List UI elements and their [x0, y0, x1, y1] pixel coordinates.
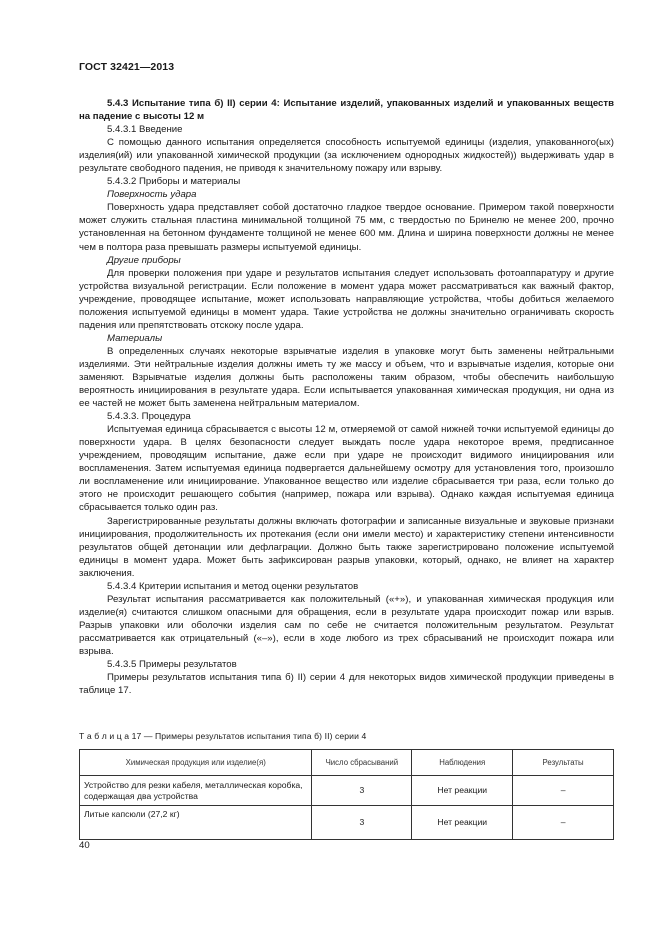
page-number: 40: [79, 840, 90, 851]
italic-subheading: Другие приборы: [107, 254, 181, 266]
cell-observations: Нет реакции: [412, 806, 513, 840]
subsection-heading: 5.4.3.2 Приборы и материалы: [107, 176, 241, 188]
subsection-heading: 5.4.3.5 Примеры результатов: [107, 659, 237, 671]
italic-subheading: Поверхность удара: [107, 189, 197, 201]
paragraph: Результат испытания рассматривается как положительный («+»), и упакованная химическая продукция или изделие(я) считаются слишком опасными для обращения, если в результате удара происходит пожар или взрыв. Разрыв упаковки или оболочки изделия сам по себе не считается положительным результатом. Результат рассматривается как отрицательный («–»), если в ходе любого из трех сбрасываний не происходит пожара или взрыва.: [79, 593, 614, 657]
paragraph: С помощью данного испытания определяется способность испытуемой единицы (изделия, упакованного(ых) изделия(ий) или упакованной химической продукции (за исключением однородных жидкостей)) выдерживать удар в результате свободного падения, не приводя к значительному пожару или взрыву.: [79, 137, 614, 175]
paragraph: Поверхность удара представляет собой достаточно гладкое твердое основание. Примером такой поверхности может служить стальная пластина минимальной толщиной 75 мм, с твердостью по Бринелю не менее 200, прочно установленная на бетонном фундаменте толщиной не менее 600 мм. Длина и ширина поверхности должны не менее чем в полтора раза превышать размеры испытуемой единицы.: [79, 202, 614, 253]
document-body: [79, 97, 614, 697]
table-row: [80, 806, 614, 840]
paragraph: Испытуемая единица сбрасывается с высоты 12 м, отмеряемой от самой нижней точки испытуемой единицы до поверхности удара. В целях безопасности следует выждать после удара некоторое время, предписанное учреждением, проводящим испытание, даже если при ударе не происходит видимого инициирования или воспламенения. Затем испытуемая единица подвергается дальнейшему осмотру для установления того, произошло ли воспламенение или инициирование. Упакованное вещество или изделие сбрасывается три раза, если только до этого не происходит решающего события (например, пожара или взрыва). Однако каждая испытуемая единица сбрасывается только один раз.: [79, 424, 614, 514]
cell-product: Литые капсюли (27,2 кг): [80, 806, 312, 840]
italic-subheading: Материалы: [107, 332, 163, 344]
cell-drops: 3: [312, 806, 412, 840]
cell-drops: 3: [312, 776, 412, 806]
table-header-row: [80, 750, 614, 776]
section-heading: 5.4.3 Испытание типа б) II) серии 4: Испытание изделий, упакованных изделий и упакованных веществ на падение с высоты 12 м: [79, 98, 614, 123]
paragraph: Для проверки положения при ударе и результатов испытания следует использовать фотоаппаратуру и другие устройства визуальной регистрации. Если положение в момент удара может рассматриваться как важный фактор, учреждение, проводящее испытание, может использовать направляющие устройства, чтобы добиться желаемого положения испытуемой единицы в момент удара. Такие устройства не должны значительно ограничивать скорость падения или препятствовать отскоку после удара.: [79, 267, 614, 331]
standard-header: ГОСТ 32421—2013: [79, 61, 175, 73]
table-row: [80, 776, 614, 806]
table-caption: Т а б л и ц а 17 — Примеры результатов испытания типа б) II) серии 4: [79, 731, 367, 741]
cell-result: –: [513, 806, 614, 840]
cell-result: –: [513, 776, 614, 806]
column-header-drops: Число сбрасываний: [312, 750, 412, 776]
subsection-heading: 5.4.3.3. Процедура: [107, 411, 191, 423]
column-header-results: Результаты: [513, 750, 614, 776]
subsection-heading: 5.4.3.1 Введение: [107, 124, 183, 136]
subsection-heading: 5.4.3.4 Критерии испытания и метод оценки результатов: [107, 580, 359, 592]
cell-observations: Нет реакции: [412, 776, 513, 806]
paragraph: В определенных случаях некоторые взрывчатые изделия в упаковке могут быть заменены нейтральными изделиями. Эти нейтральные изделия должны иметь ту же массу и объем, что и взрывчатые изделия, которые они заменяют. Взрывчатые изделия должны быть расположены таким образом, чтобы обеспечить наибольшую вероятность инициирования в результате удара. Если испытывается упакованная химическая продукция, ни одна из ее частей не может быть заменена нейтральным материалом.: [79, 345, 614, 410]
column-header-observations: Наблюдения: [412, 750, 513, 776]
column-header-product: Химическая продукция или изделие(я): [80, 750, 312, 776]
results-table: [79, 749, 614, 840]
paragraph: Зарегистрированные результаты должны включать фотографии и записанные визуальные и звуковые признаки инициирования, продолжительность их протекания (если они имели место) и характеристику степени интенсивности результатов общей детонации или дефлаграции. Должно быть также зарегистрировано положение испытуемой единицы в момент удара. Может быть зафиксирован разрыв упаковки, который, однако, не влияет на характер заключения.: [79, 515, 614, 579]
paragraph: Примеры результатов испытания типа б) II) серии 4 для некоторых видов химической продукции приведены в таблице 17.: [79, 672, 614, 697]
cell-product: Устройство для резки кабеля, металлическая коробка, содержащая два устройства: [80, 776, 312, 806]
